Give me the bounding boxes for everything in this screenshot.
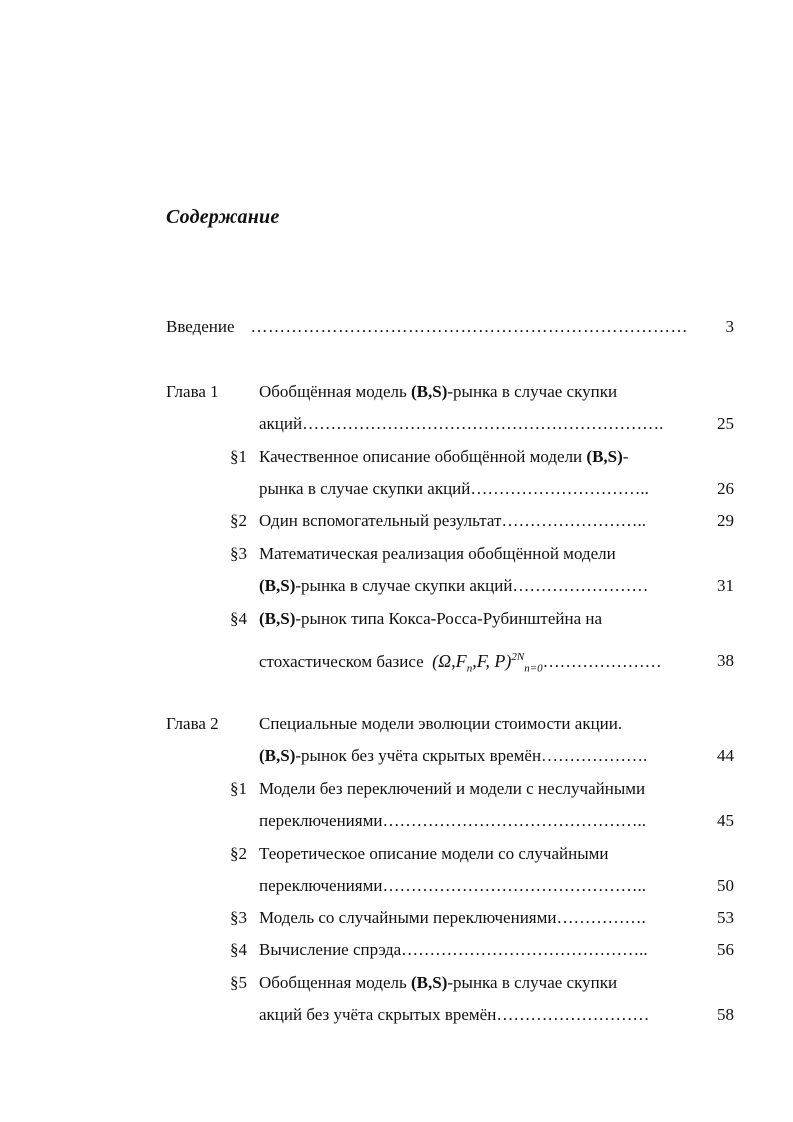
toc-text: Математическая реализация обобщённой модели	[259, 544, 616, 563]
toc-text: переключениями………………………………………..	[259, 876, 646, 895]
page-title: Содержание	[166, 206, 280, 228]
toc-entry-1-4-cont[interactable]	[0, 646, 793, 675]
toc-page-number: 58	[717, 1005, 734, 1024]
toc-text: Специальные модели эволюции стоимости акции.	[259, 714, 623, 733]
toc-page-number: 53	[717, 908, 734, 927]
toc-entry-chapter-1-cont[interactable]	[0, 413, 793, 435]
toc-entry-chapter-1[interactable]	[0, 381, 793, 403]
toc-leader: ………………………………………..	[382, 876, 646, 895]
toc-entry-2-2-cont[interactable]	[0, 875, 793, 897]
toc-entry-1-4[interactable]	[0, 608, 793, 630]
toc-page-number: 56	[717, 940, 734, 959]
toc-leader: …………….	[556, 908, 646, 927]
toc-page-number: 44	[717, 746, 734, 765]
toc-leader: ……………………	[512, 576, 649, 595]
section-number: §1	[230, 779, 247, 798]
toc-text: (B,S)-рынка в случае скупки акций……………………	[259, 576, 649, 595]
toc-text: Модель со случайными переключениями…………….	[259, 908, 646, 927]
toc-entry-2-4[interactable]	[0, 939, 793, 961]
toc-leader: ……………………………………..	[401, 940, 648, 959]
toc-entry-2-5-cont[interactable]	[0, 1004, 793, 1026]
toc-text: Обобщённая модель (B,S)-рынка в случае скупки	[259, 382, 618, 401]
toc-text: Теоретическое описание модели со случайными	[259, 844, 609, 863]
toc-page-number: 31	[717, 576, 734, 595]
toc-leader: …………………	[542, 652, 662, 671]
toc-entry-chapter-2-cont[interactable]	[0, 745, 793, 767]
toc-text: акций……………………………………………………….	[259, 414, 664, 433]
toc-entry-2-2[interactable]	[0, 843, 793, 865]
section-number: §2	[230, 511, 247, 530]
toc-page-number: 3	[725, 317, 734, 336]
section-number: §2	[230, 844, 247, 863]
toc-text: переключениями………………………………………..	[259, 811, 646, 830]
toc-leader: …………………………..	[470, 479, 649, 498]
toc-entry-chapter-2[interactable]	[0, 713, 793, 735]
toc-text: Качественное описание обобщённой модели (B,S)-	[259, 447, 629, 466]
toc-entry-1-2[interactable]	[0, 510, 793, 532]
toc-text: Вычисление спрэда……………………………………..	[259, 940, 648, 959]
toc-entry-2-3[interactable]	[0, 907, 793, 929]
section-number: §1	[230, 447, 247, 466]
section-number: §5	[230, 973, 247, 992]
toc-leader: …………………………………………………………………	[250, 317, 688, 336]
toc-text: рынка в случае скупки акций…………………………..	[259, 479, 649, 498]
toc-entry-2-5[interactable]	[0, 972, 793, 994]
toc-page-number: 25	[717, 414, 734, 433]
toc-leader: ……………………………………………………….	[302, 414, 664, 433]
toc-entry-intro[interactable]	[0, 316, 793, 338]
section-number: §4	[230, 940, 247, 959]
section-number: §4	[230, 609, 247, 628]
toc-leader: ………………………………………..	[382, 811, 646, 830]
toc-page-number: 26	[717, 479, 734, 498]
section-number: §3	[230, 544, 247, 563]
toc-page-number: 29	[717, 511, 734, 530]
toc-text: акций без учёта скрытых времён………………………	[259, 1005, 650, 1024]
toc-label: Глава 2	[166, 714, 219, 733]
toc-text: Один вспомогательный результат……………………..	[259, 511, 646, 530]
toc-entry-2-1[interactable]	[0, 778, 793, 800]
toc-text: Модели без переключений и модели с неслучайными	[259, 779, 646, 798]
toc-entry-2-1-cont[interactable]	[0, 810, 793, 832]
toc-text: (B,S)-рынок типа Кокса-Росса-Рубинштейна на	[259, 609, 603, 628]
toc-label: Введение	[166, 317, 235, 336]
formula: ($\Omega,F_n,F$, P)$^{2N}_{n=0}$	[432, 651, 543, 675]
toc-page-number: 38	[717, 651, 734, 670]
toc-page-number: 50	[717, 876, 734, 895]
toc-entry-1-3[interactable]	[0, 543, 793, 565]
toc-label: Глава 1	[166, 382, 219, 401]
toc-leader: ……………….	[541, 746, 648, 765]
section-number: §3	[230, 908, 247, 927]
toc-text: (B,S)-рынок без учёта скрытых времён……………….	[259, 746, 648, 765]
toc-entry-1-3-cont[interactable]	[0, 575, 793, 597]
toc-leader: ……………………..	[501, 511, 646, 530]
toc-text: Обобщенная модель (B,S)-рынка в случае скупки	[259, 973, 618, 992]
toc-page-number: 45	[717, 811, 734, 830]
toc-text: стохастическом базисе ($\Omega,F_n,F$, P)$^{2N}_{n=0}$…………………	[259, 651, 662, 675]
toc-leader: ………………………	[496, 1005, 650, 1024]
toc-entry-1-1[interactable]	[0, 446, 793, 468]
toc-entry-1-1-cont[interactable]	[0, 478, 793, 500]
